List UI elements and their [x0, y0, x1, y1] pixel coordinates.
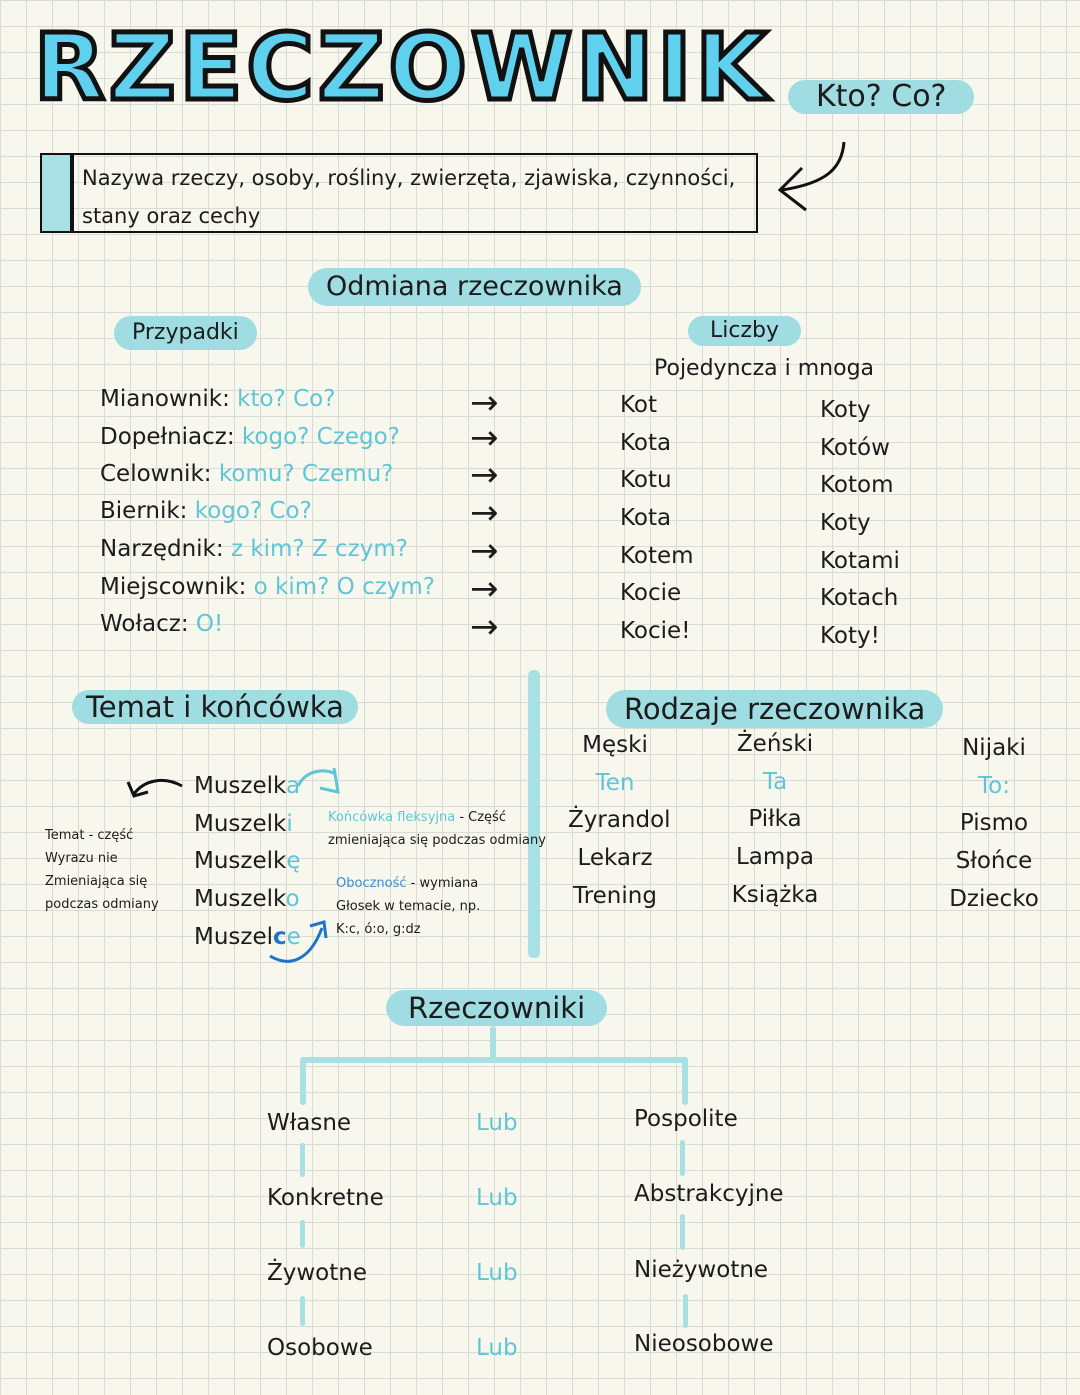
arrow-icon: → [470, 455, 499, 495]
liczby-subtitle: Pojedyncza i mnoga [654, 356, 875, 381]
tree-connector [300, 1057, 688, 1063]
plural-form: Kotach [820, 585, 899, 612]
singular-form: Kotem [620, 542, 694, 569]
definition-text: Nazywa rzeczy, osoby, rośliny, zwierzęta, zjawiska, czynności, stany oraz cechy [82, 166, 736, 228]
case-narzednik: Narzędnik: z kim? Z czym? [100, 536, 408, 562]
temat-note: Temat - część Wyrazu nie Zmieniająca się podczas odmiany [45, 828, 159, 912]
tree-connector [300, 1296, 305, 1326]
noun-type-right: Nieżywotne [634, 1257, 769, 1283]
connector-lub: Lub [476, 1185, 518, 1211]
rzeczowniki-heading: Rzeczowniki [386, 990, 607, 1026]
tree-connector [680, 1140, 685, 1176]
connector-lub: Lub [476, 1260, 518, 1286]
tree-connector [300, 1057, 306, 1105]
singular-column [620, 387, 694, 651]
temat-heading: Temat i końcówka [72, 690, 358, 724]
plural-form: Koty [820, 397, 871, 423]
definition-tab [40, 153, 72, 233]
noun-type-left: Własne [267, 1110, 352, 1136]
question-tag: Kto? Co? [788, 80, 974, 114]
case-mianownik: Mianownik: kto? Co? [100, 386, 336, 412]
noun-type-right: Abstrakcyjne [634, 1181, 784, 1207]
przypadki-heading: Przypadki [114, 316, 257, 350]
singular-form: Kota [620, 429, 672, 456]
gender-masculine: Męski Ten Żyrandol Lekarz Trening [568, 732, 671, 909]
arrow-icon: → [470, 569, 499, 609]
singular-form: Kot [620, 392, 658, 418]
word-form: Muszelko [194, 886, 300, 913]
tree-connector [682, 1057, 688, 1105]
connector-lub: Lub [476, 1110, 518, 1136]
curved-arrow-icon [124, 776, 186, 818]
noun-type-left: Żywotne [267, 1260, 367, 1286]
noun-type-right: Nieosobowe [634, 1331, 774, 1357]
rodzaje-heading: Rodzaje rzeczownika [606, 690, 943, 728]
koncowka-note: Końcówka fleksyjna - Część zmieniająca się podczas odmiany [328, 810, 546, 848]
curved-arrow-icon [772, 138, 852, 218]
odmiana-heading: Odmiana rzeczownika [308, 268, 641, 306]
tree-connector [680, 1214, 685, 1250]
case-biernik: Biernik: kogo? Co? [100, 498, 312, 524]
word-form: Muszelka [194, 773, 301, 799]
plural-form: Kotami [820, 547, 900, 574]
singular-form: Kocie [620, 580, 682, 607]
tree-connector [300, 1143, 305, 1177]
tree-connector [490, 1026, 496, 1060]
page-title: RZECZOWNIK [34, 14, 771, 121]
curved-arrow-icon [294, 764, 346, 798]
noun-type-left: Osobowe [267, 1335, 373, 1361]
case-wolacz: Wołacz: O! [100, 611, 224, 637]
gender-feminine: Żeński Ta Piłka Lampa Książka [731, 731, 819, 908]
case-celownik: Celownik: komu? Czemu? [100, 461, 394, 487]
arrow-icon: → [470, 607, 499, 647]
plural-form: Kotów [820, 434, 890, 461]
singular-form: Kocie! [620, 618, 691, 645]
liczby-heading: Liczby [688, 316, 801, 346]
noun-type-left: Konkretne [267, 1185, 384, 1211]
plural-column [820, 392, 900, 656]
connector-lub: Lub [476, 1335, 518, 1361]
word-form: Muszelkę [194, 848, 301, 875]
obocznosc-note: Oboczność - wymiana Głosek w temacie, np. K:c, ó:o, g:dz [336, 876, 481, 937]
singular-form: Kota [620, 505, 672, 532]
tree-connector [683, 1294, 688, 1328]
word-form: Muszelce [194, 923, 301, 950]
case-miejscownik: Miejscownik: o kim? O czym? [100, 574, 436, 600]
arrow-icon: → [470, 531, 499, 571]
arrow-icon: → [470, 493, 499, 533]
arrow-icon: → [470, 418, 499, 458]
definition-box [72, 153, 758, 233]
singular-form: Kotu [620, 467, 672, 494]
noun-type-right: Pospolite [634, 1106, 738, 1132]
plural-form: Koty! [820, 623, 880, 650]
plural-form: Kotom [820, 472, 894, 499]
plural-form: Koty [820, 510, 871, 537]
word-form: Muszelki [194, 810, 293, 837]
gender-neuter: Nijaki To: Pismo Słońce Dziecko [949, 735, 1039, 912]
arrow-icon: → [470, 383, 499, 423]
tree-connector [300, 1220, 305, 1248]
curved-arrow-icon [266, 916, 332, 968]
case-dopelniacz: Dopełniacz: kogo? Czego? [100, 424, 400, 450]
